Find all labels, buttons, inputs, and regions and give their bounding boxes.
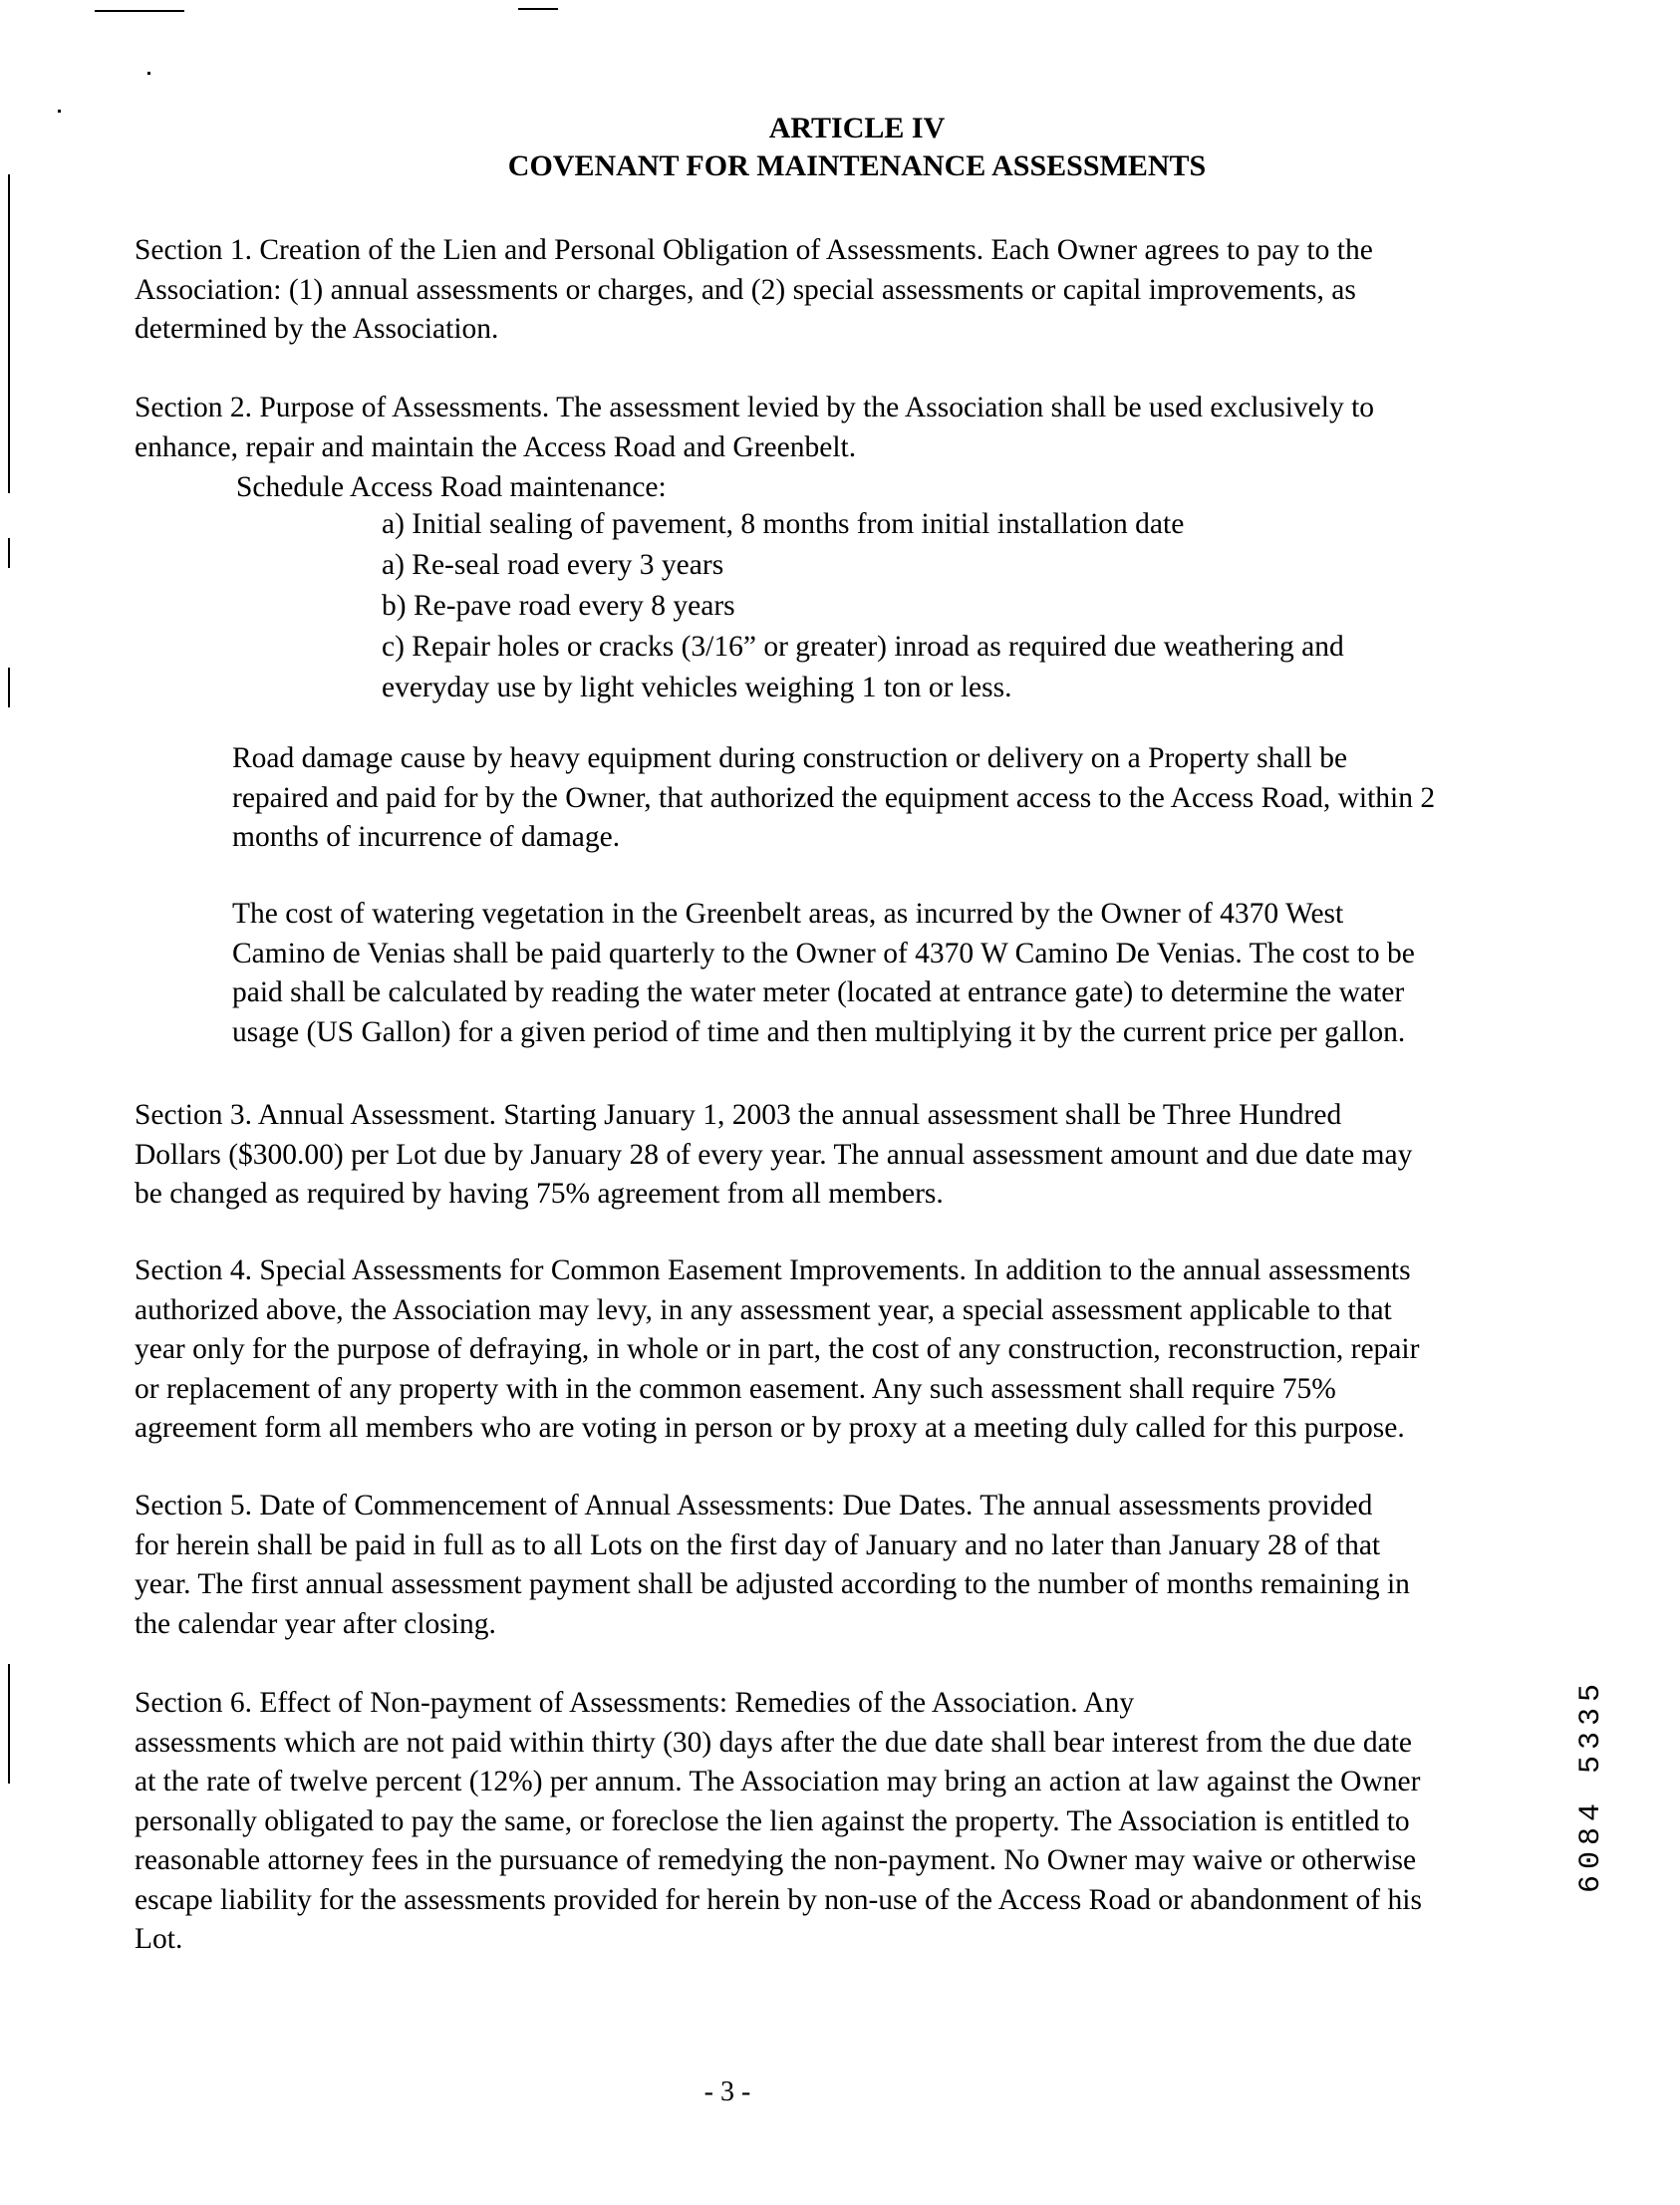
article-title: COVENANT FOR MAINTENANCE ASSESSMENTS (507, 149, 1207, 182)
scan-artifact-line (518, 8, 558, 10)
scan-margin-mark (8, 174, 10, 493)
schedule-item: everyday use by light vehicles weighing 1 ton or less. (382, 672, 1012, 703)
scan-artifact-dot (147, 72, 150, 75)
watering-paragraph (232, 895, 1415, 1052)
section-2-line: Section 2. Purpose of Assessments. The assessment levied by the Association shall be used exclusively to (135, 392, 1375, 423)
section-4-line: or replacement of any property with in the common easement. Any such assessment shall require 75% (135, 1372, 1336, 1405)
section-5-line: year. The first annual assessment payment shall be adjusted according to the number of months remaining in (135, 1568, 1410, 1600)
watering-line: Camino de Venias shall be paid quarterly to the Owner of 4370 W Camino De Venias. The cost to be (232, 937, 1415, 969)
section-5-line: for herein shall be paid in full as to all Lots on the first day of January and no later than January 28 of that (135, 1528, 1381, 1561)
section-6 (135, 1684, 1422, 1960)
section-5-line: the calendar year after closing. (135, 1607, 496, 1640)
section-6-line: personally obligated to pay the same, or foreclose the lien against the property. The Association is entitled to (135, 1804, 1410, 1837)
section-6-line: reasonable attorney fees in the pursuance of remedying the non-payment. No Owner may waive or otherwise (135, 1844, 1417, 1876)
section-1-line: Association: (1) annual assessments or charges, and (2) special assessments or capital improvements, as (135, 273, 1356, 306)
section-3-line: Dollars ($300.00) per Lot due by January 28 of every year. The annual assessment amount and due date may (135, 1138, 1413, 1171)
schedule-item: a) Initial sealing of pavement, 8 months from initial installation date (382, 508, 1185, 540)
road-damage-line: Road damage cause by heavy equipment during construction or delivery on a Property shall be (232, 742, 1348, 774)
schedule-list (382, 504, 1344, 708)
section-3 (135, 1096, 1412, 1215)
bates-stamp: 6084 5335 (1574, 1677, 1608, 1893)
section-2 (135, 389, 1374, 467)
watering-line: The cost of watering vegetation in the Greenbelt areas, as incurred by the Owner of 4370 West (232, 898, 1344, 930)
road-damage-line: repaired and paid for by the Owner, that authorized the equipment access to the Access Road, within 2 (232, 781, 1436, 814)
section-1-line: determined by the Association. (135, 313, 499, 345)
section-5 (135, 1487, 1410, 1644)
section-4-line: authorized above, the Association may levy, in any assessment year, a special assessment applicable to that (135, 1293, 1392, 1326)
section-1 (135, 231, 1373, 350)
schedule-item: a) Re-seal road every 3 years (382, 549, 724, 581)
schedule-item: c) Repair holes or cracks (3/16” or greater) inroad as required due weathering and (382, 631, 1344, 663)
section-3-line: be changed as required by having 75% agreement from all members. (135, 1178, 944, 1210)
scan-margin-mark (8, 668, 10, 707)
road-damage-paragraph (232, 739, 1435, 858)
schedule-heading-text: Schedule Access Road maintenance: (236, 471, 667, 503)
section-4 (135, 1251, 1419, 1449)
section-6-line: Section 6. Effect of Non-payment of Assessments: Remedies of the Association. Any (135, 1687, 1135, 1719)
section-4-line: Section 4. Special Assessments for Common Easement Improvements. In addition to the annual assessments (135, 1254, 1411, 1286)
road-damage-line: months of incurrence of damage. (232, 821, 621, 853)
page-number: - 3 - (703, 2076, 751, 2107)
section-6-line: escape liability for the assessments provided for herein by non-use of the Access Road or abandonment of his (135, 1883, 1422, 1916)
scan-margin-mark (8, 1664, 10, 1784)
schedule-item: b) Re-pave road every 8 years (382, 590, 735, 622)
schedule-heading (236, 468, 667, 508)
watering-line: usage (US Gallon) for a given period of time and then multiplying it by the current price per gallon. (232, 1015, 1406, 1048)
scan-margin-mark (8, 538, 10, 568)
article-heading (0, 110, 1680, 185)
scan-artifact-line (95, 10, 184, 12)
section-6-line: at the rate of twelve percent (12%) per annum. The Association may bring an action at law against the Owner (135, 1766, 1421, 1797)
section-3-line: Section 3. Annual Assessment. Starting January 1, 2003 the annual assessment shall be Three Hundred (135, 1099, 1342, 1131)
section-2-line: enhance, repair and maintain the Access Road and Greenbelt. (135, 430, 857, 463)
section-6-line: Lot. (135, 1923, 183, 1955)
watering-line: paid shall be calculated by reading the water meter (located at entrance gate) to determine the water (232, 976, 1405, 1008)
section-1-line: Section 1. Creation of the Lien and Personal Obligation of Assessments. Each Owner agrees to pay to the (135, 234, 1373, 266)
article-number: ARTICLE IV (768, 112, 946, 144)
section-4-line: agreement form all members who are voting in person or by proxy at a meeting duly called for this purpose. (135, 1412, 1405, 1444)
section-5-line: Section 5. Date of Commencement of Annual Assessments: Due Dates. The annual assessments provided (135, 1490, 1373, 1521)
section-6-line: assessments which are not paid within thirty (30) days after the due date shall bear interest from the due date (135, 1726, 1413, 1759)
section-4-line: year only for the purpose of defraying, in whole or in part, the cost of any construction, reconstruction, repair (135, 1333, 1420, 1365)
